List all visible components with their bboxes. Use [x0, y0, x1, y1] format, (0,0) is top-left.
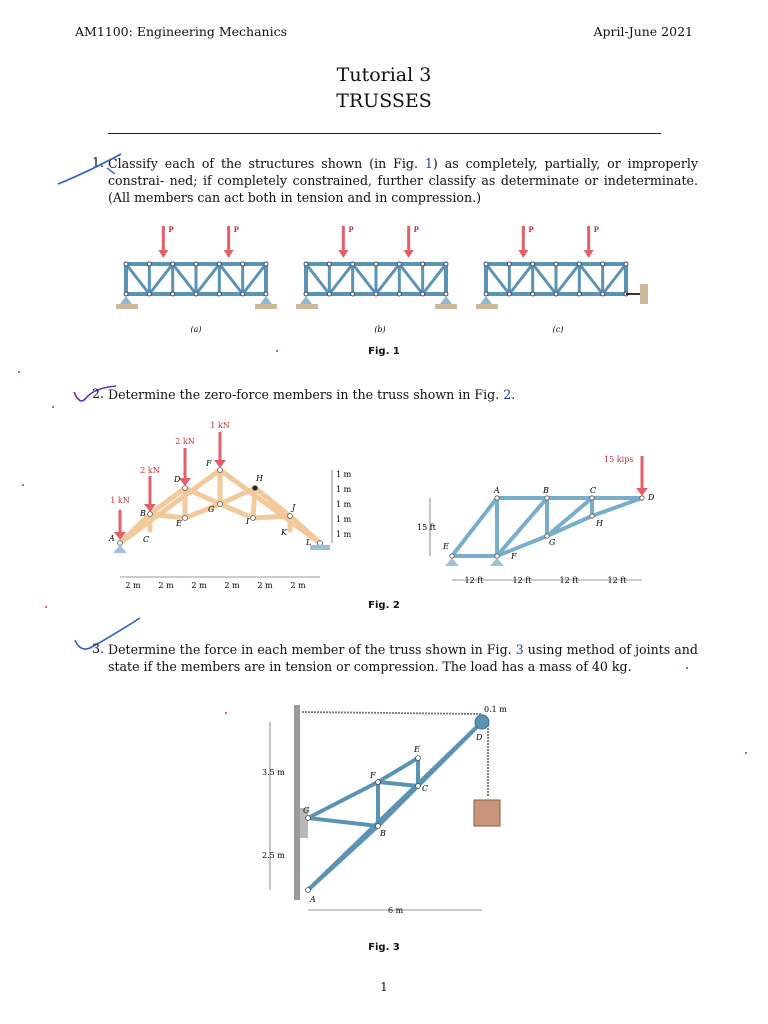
page-subtitle: TRUSSES: [336, 90, 432, 112]
truss-b-diagonal: [399, 264, 422, 294]
truss-b-joint: [304, 292, 308, 296]
svg-text:F: F: [511, 552, 517, 561]
roof-truss-joint-labels: [108, 459, 311, 547]
truss-a-ground-left: [116, 304, 138, 309]
truss-b-load-arrowhead: [404, 250, 414, 258]
pulley-d-icon: [475, 715, 489, 729]
question-3-text-before: Determine the force in each member of the truss shown in Fig.: [108, 642, 516, 657]
cable-top: [302, 712, 482, 714]
load-label-2: 2 kN: [140, 466, 160, 475]
truss-a-joint: [241, 262, 245, 266]
truss-b-diagonal: [306, 264, 329, 294]
truss-b-joint: [397, 292, 401, 296]
truss-a-support-right-icon: [260, 296, 272, 304]
support-e-icon: [445, 558, 459, 566]
svg-text:L: L: [306, 538, 312, 547]
support-pin-a-icon: [113, 545, 127, 553]
truss-c-wall: [640, 284, 648, 304]
svg-text:D: D: [648, 493, 655, 502]
figure-3-caption: Fig. 3: [368, 942, 400, 953]
truss-a-diagonal: [149, 264, 172, 294]
truss-a-load-label: P: [233, 225, 239, 234]
svg-text:C: C: [590, 486, 597, 495]
load-arrowhead-15kips: [636, 488, 648, 496]
dim-radius-label: 0.1 m: [484, 705, 507, 714]
truss-c-joint: [624, 262, 628, 266]
svg-text:2 m: 2 m: [290, 581, 306, 590]
svg-text:1 m: 1 m: [336, 485, 352, 494]
truss-c-diagonal: [509, 264, 532, 294]
svg-text:H: H: [596, 519, 603, 528]
truss-a-diagonal: [196, 264, 219, 294]
page-title: Tutorial 3: [336, 64, 432, 86]
term-header: April-June 2021: [593, 24, 693, 39]
truss-c-load-label: P: [593, 225, 599, 234]
question-1-figure-link[interactable]: 1: [424, 156, 433, 171]
truss-b-joint: [421, 292, 425, 296]
dim-lower-label: 2.5 m: [262, 851, 285, 860]
page-number: 1: [380, 980, 388, 994]
figure-2-left-truss: [100, 418, 370, 593]
svg-text:12 ft: 12 ft: [464, 576, 484, 585]
truss-a-diagonal: [219, 264, 242, 294]
svg-text:2 m: 2 m: [158, 581, 174, 590]
svg-text:G: G: [208, 505, 215, 514]
svg-text:D: D: [174, 475, 181, 484]
truss-c-support-left-icon: [480, 296, 492, 304]
question-2-text: [108, 386, 698, 403]
truss-a-joint: [194, 292, 198, 296]
truss-c-diagonal: [556, 264, 579, 294]
svg-text:1 m: 1 m: [336, 500, 352, 509]
truss-a-joint: [194, 262, 198, 266]
question-2-number: 2.: [92, 386, 105, 401]
stray-mark: [45, 606, 47, 608]
stray-mark: [276, 350, 278, 352]
question-3-figure-link[interactable]: 3: [515, 642, 524, 657]
truss-c-diagonal: [603, 264, 626, 294]
dim-span-label: 6 m: [388, 906, 404, 915]
wall: [294, 705, 300, 900]
truss-a-joint: [217, 262, 221, 266]
truss-a-load-label: P: [168, 225, 174, 234]
truss-a-joint: [217, 292, 221, 296]
stray-mark: [745, 752, 747, 754]
truss-b-load-arrowhead: [338, 250, 348, 258]
figure-2-right-truss: [412, 446, 672, 591]
stray-mark: [52, 406, 54, 408]
truss-b-joint: [374, 262, 378, 266]
figure-1-diagram: [108, 222, 668, 342]
question-1-text-after: ) as completely, partially, or improperly constrai- ned; if completely constrained, further classify as determinate or indeterminate. (All members can act both in tension and in compression.): [108, 156, 698, 205]
svg-text:F: F: [206, 459, 212, 468]
truss-b-ground-right: [435, 304, 457, 309]
question-1-number: 1.: [92, 155, 105, 170]
truss-c-load-arrowhead: [584, 250, 594, 258]
svg-text:B: B: [543, 486, 549, 495]
question-3-text: [108, 641, 698, 675]
truss-a-joint: [147, 262, 151, 266]
figure-2-caption: Fig. 2: [368, 600, 400, 611]
truss-c-joint: [484, 292, 488, 296]
crane-truss-members: [308, 722, 482, 890]
span-dim-labels: [125, 581, 306, 590]
truss-c-joint: [601, 262, 605, 266]
truss-b-joint: [351, 292, 355, 296]
svg-text:1 m: 1 m: [336, 530, 352, 539]
truss-b-ground-left: [296, 304, 318, 309]
svg-text:E: E: [414, 745, 420, 754]
truss-c-joint: [577, 292, 581, 296]
svg-text:1 m: 1 m: [336, 470, 352, 479]
truss-a-diagonal: [126, 264, 149, 294]
truss-c-joint: [484, 262, 488, 266]
truss-a-joint: [124, 262, 128, 266]
truss-b-joint: [327, 262, 331, 266]
truss-a-joint: [241, 292, 245, 296]
truss-a-joint: [171, 292, 175, 296]
truss-b-load-label: P: [348, 225, 354, 234]
truss-a-load-arrowhead: [224, 250, 234, 258]
svg-text:1 m: 1 m: [336, 515, 352, 524]
steel-span-labels: [465, 576, 628, 585]
svg-text:G: G: [549, 538, 556, 547]
truss-b-joint: [351, 262, 355, 266]
svg-text:12 ft: 12 ft: [512, 576, 532, 585]
svg-text:E: E: [176, 519, 182, 528]
svg-text:E: E: [443, 542, 449, 551]
truss-c-load-arrowhead: [518, 250, 528, 258]
truss-c-diagonal: [579, 264, 602, 294]
support-roller-l-icon: [310, 545, 330, 550]
question-2-text-before: Determine the zero-force members in the truss shown in Fig.: [108, 387, 504, 402]
figure-3-diagram: [250, 700, 540, 925]
dim-upper-label: 3.5 m: [262, 768, 285, 777]
svg-text:12 ft: 12 ft: [559, 576, 579, 585]
svg-text:A: A: [310, 895, 316, 904]
truss-b-joint: [327, 292, 331, 296]
truss-b-support-left-icon: [300, 296, 312, 304]
crane-joint-labels: [303, 733, 483, 904]
svg-text:K: K: [281, 528, 287, 537]
svg-text:G: G: [303, 806, 310, 815]
truss-c-diagonal: [533, 264, 556, 294]
svg-text:I: I: [246, 517, 250, 526]
figure-1-trusses: [116, 225, 648, 309]
svg-text:2 m: 2 m: [125, 581, 141, 590]
svg-text:D: D: [476, 733, 483, 742]
svg-text:2 m: 2 m: [257, 581, 273, 590]
question-3-number: 3.: [92, 641, 105, 656]
hanging-load-40kg: [474, 800, 500, 826]
truss-a-joint: [171, 262, 175, 266]
svg-text:B: B: [380, 829, 386, 838]
svg-text:F: F: [370, 771, 376, 780]
truss-a-ground-right: [255, 304, 277, 309]
truss-c-joint: [554, 292, 558, 296]
truss-c-joint: [601, 292, 605, 296]
truss-c-diagonal: [486, 264, 509, 294]
truss-c-joint: [554, 262, 558, 266]
svg-text:C: C: [422, 784, 429, 793]
figure-1-caption: Fig. 1: [368, 346, 400, 357]
stray-mark: [225, 712, 227, 714]
stray-mark: [18, 371, 20, 373]
truss-c-joint: [531, 262, 535, 266]
truss-c-joint: [507, 292, 511, 296]
question-1-text-before: Classify each of the structures shown (in Fig.: [108, 156, 425, 171]
svg-text:J: J: [292, 503, 296, 512]
truss-a-load-arrowhead: [158, 250, 168, 258]
truss-b-diagonal: [353, 264, 376, 294]
truss-b-diagonal: [423, 264, 446, 294]
svg-text:C: C: [143, 535, 150, 544]
truss-b-joint: [304, 262, 308, 266]
stray-mark: [22, 484, 24, 486]
svg-text:B: B: [140, 509, 146, 518]
truss-b-joint: [374, 292, 378, 296]
fig1-sublabel-a: (a): [190, 325, 202, 334]
height-dim-labels: [336, 470, 352, 539]
truss-b-diagonal: [376, 264, 399, 294]
svg-text:2 m: 2 m: [224, 581, 240, 590]
truss-b-joint: [444, 292, 448, 296]
question-3-text-after: using method of joints and state if the members are in tension or compression. The load has a mass of 40 kg.: [108, 642, 698, 674]
svg-text:2 m: 2 m: [191, 581, 207, 590]
load-label-15kips: 15 kips: [604, 455, 634, 464]
truss-a-support-left-icon: [120, 296, 132, 304]
load-label-3: 2 kN: [175, 437, 195, 446]
svg-text:A: A: [109, 534, 115, 543]
truss-c-joint: [531, 292, 535, 296]
question-1-text: [108, 155, 698, 206]
truss-a-joint: [147, 292, 151, 296]
truss-c-joint: [507, 262, 511, 266]
truss-a-diagonal: [243, 264, 266, 294]
support-f-icon: [490, 558, 504, 566]
fig1-sublabel-c: (c): [552, 325, 564, 334]
truss-b-joint: [444, 262, 448, 266]
course-header: AM1100: Engineering Mechanics: [75, 24, 288, 39]
steel-truss-members: [452, 498, 642, 556]
truss-b-joint: [397, 262, 401, 266]
truss-c-ground-left: [476, 304, 498, 309]
load-label-4: 1 kN: [210, 421, 230, 430]
stray-mark: [686, 667, 688, 669]
question-2-figure-link[interactable]: 2: [503, 387, 512, 402]
steel-height-label: 15 ft: [417, 523, 436, 532]
truss-b-load-label: P: [413, 225, 419, 234]
question-2-text-after: .: [511, 387, 516, 402]
truss-b-diagonal: [329, 264, 352, 294]
truss-b-joint: [421, 262, 425, 266]
load-label-1: 1 kN: [110, 496, 130, 505]
fig1-sublabel-b: (b): [374, 325, 386, 334]
truss-a-diagonal: [173, 264, 196, 294]
svg-text:A: A: [494, 486, 500, 495]
title-rule: [108, 133, 661, 134]
truss-a-joint: [124, 292, 128, 296]
truss-c-joint: [577, 262, 581, 266]
check-mark-1-icon: [55, 150, 125, 190]
truss-b-support-right-icon: [440, 296, 452, 304]
svg-text:H: H: [256, 474, 263, 483]
truss-c-load-label: P: [528, 225, 534, 234]
truss-a-joint: [264, 262, 268, 266]
truss-a-joint: [264, 292, 268, 296]
svg-text:12 ft: 12 ft: [607, 576, 627, 585]
